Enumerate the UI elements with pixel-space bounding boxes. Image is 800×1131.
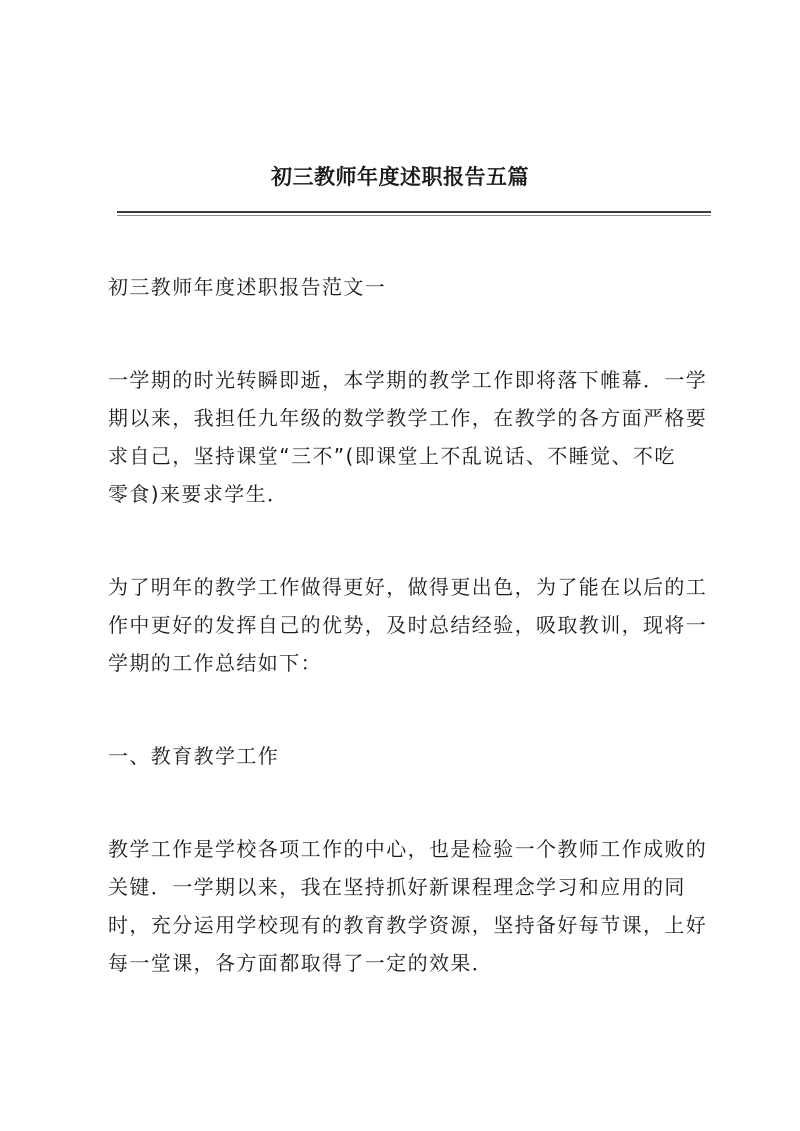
paragraph-line: 为了明年的教学工作做得更好，做得更出色，为了能在以后的工: [108, 575, 708, 599]
section-heading: [108, 737, 708, 775]
paragraph-line: 每一堂课，各方面都取得了一定的效果．: [108, 951, 494, 975]
paragraph-line: 求自己，坚持课堂“三不”(即课堂上不乱说话、不睡觉、不吃: [108, 444, 676, 468]
paragraph-line: 零食)来要求学生．: [108, 482, 289, 506]
section-paragraph: [108, 830, 708, 982]
title-underline-thin: [117, 215, 711, 216]
document-title: 初三教师年度述职报告五篇: [271, 164, 529, 189]
paragraph-line: 学期的工作总结如下：: [108, 651, 322, 675]
paragraph-2: [108, 568, 708, 682]
paragraph-line: 教学工作是学校各项工作的中心，也是检验一个教师工作成败的: [108, 837, 708, 861]
document-body: [108, 268, 708, 1037]
subtitle: [108, 268, 708, 306]
paragraph-line: 关键．一学期以来，我在坚持抓好新课程理念学习和应用的同: [108, 875, 686, 899]
paragraph-line: 时，充分运用学校现有的教育教学资源，坚持备好每节课，上好: [108, 913, 708, 937]
paragraph-1: [108, 361, 708, 513]
subtitle-text: 初三教师年度述职报告范文一: [108, 275, 387, 299]
title-underline: [117, 211, 711, 213]
paragraph-line: 期以来，我担任九年级的数学教学工作，在教学的各方面严格要: [108, 406, 708, 430]
section-heading-text: 一、教育教学工作: [108, 744, 280, 768]
paragraph-line: 一学期的时光转瞬即逝，本学期的教学工作即将落下帷幕．一学: [108, 368, 708, 392]
paragraph-line: 作中更好的发挥自己的优势，及时总结经验，吸取教训，现将一: [108, 613, 708, 637]
